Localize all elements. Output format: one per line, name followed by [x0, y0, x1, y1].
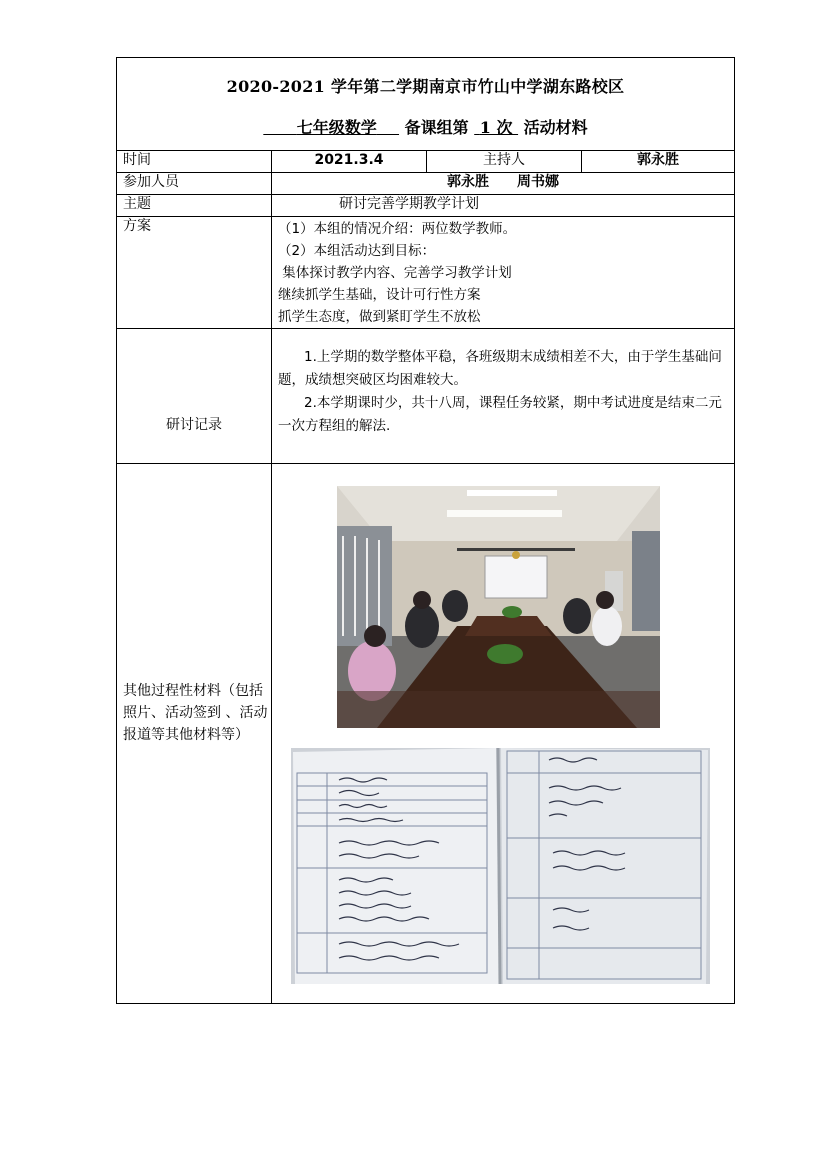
other-materials-label-cell — [117, 464, 272, 1004]
record-content — [272, 329, 735, 464]
document-subtitle — [117, 115, 734, 138]
time-label: 时间 — [117, 151, 272, 173]
record-sheet-photo — [291, 748, 710, 984]
document-title: 2020-2021 学年第二学期南京市竹山中学湖东路校区 — [226, 77, 625, 96]
plan-label: 方案 — [117, 217, 272, 329]
subtitle-mid: 备课组第 — [404, 118, 469, 137]
other-materials-label: 其他过程性材料（包括照片、活动签到 、活动报道等其他材料等） — [123, 683, 268, 743]
members-label: 参加人员 — [117, 173, 272, 195]
plan-line: （2）本组活动达到目标： — [278, 243, 436, 259]
plan-line: （1）本组的情况介绍：两位数学教师。 — [278, 221, 517, 237]
record-paragraph: 2.本学期课时少，共十八周，课程任务较紧，期中考试进度是结束二元一次方程组的解法. — [278, 395, 722, 434]
record-paragraph: 1.上学期的数学整体平稳，各班级期末成绩相差不大，由于学生基础问题，成绩想突破区均困难较大。 — [278, 349, 722, 388]
subtitle-end: 活动材料 — [523, 118, 588, 137]
plan-line: 抓学生态度，做到紧盯学生不放松 — [278, 309, 481, 325]
topic-value: 研讨完善学期教学计划 — [272, 195, 735, 217]
header-cell — [117, 58, 735, 151]
topic-label: 主题 — [117, 195, 272, 217]
plan-line: 集体探讨教学内容、完善学习教学计划 — [278, 265, 512, 281]
subtitle-number: 1 次 — [479, 118, 513, 137]
record-label: 研讨记录 — [117, 329, 272, 464]
host-label: 主持人 — [427, 151, 582, 173]
members-value: 郭永胜 周书娜 — [272, 173, 735, 195]
subtitle-group: 七年级数学 — [296, 118, 377, 137]
meeting-photo — [337, 486, 660, 728]
plan-line: 继续抓学生基础，设计可行性方案 — [278, 287, 481, 303]
host-value: 郭永胜 — [582, 151, 735, 173]
time-value: 2021.3.4 — [272, 151, 427, 173]
plan-content — [272, 217, 735, 329]
